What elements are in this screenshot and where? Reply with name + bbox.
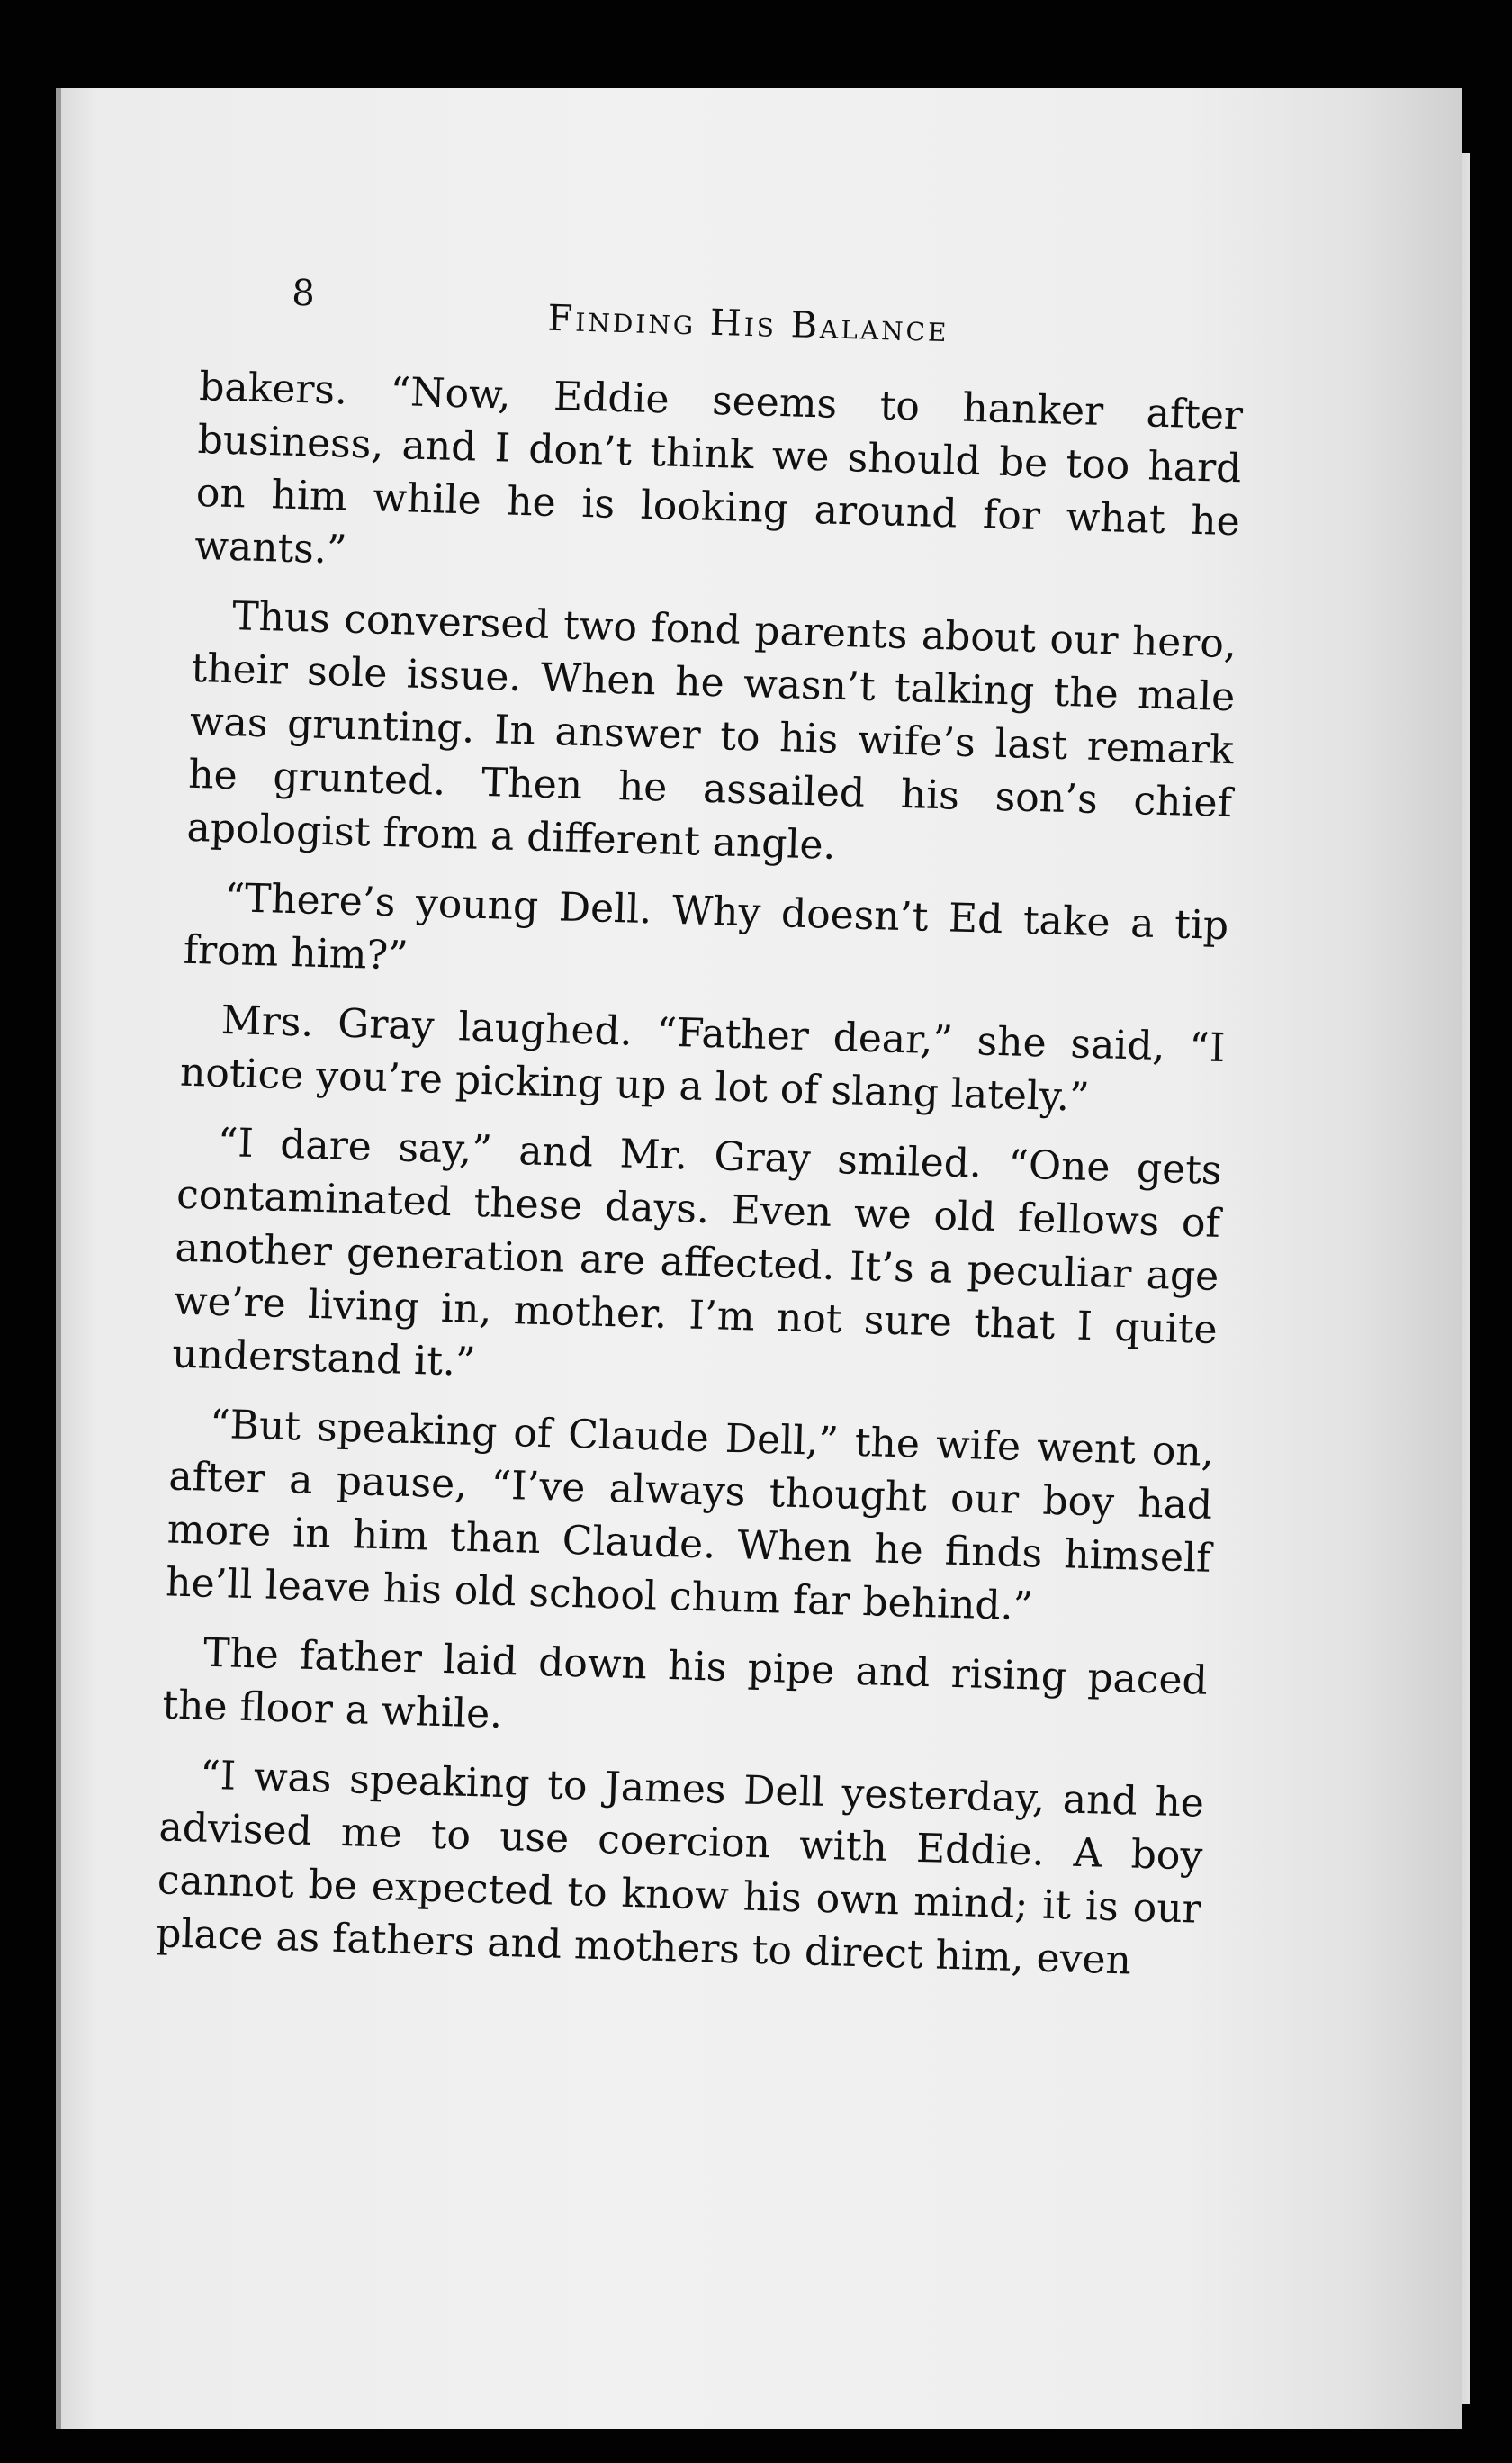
paragraph: Thus conversed two fond parents about our hero, their sole issue. When he wasn’t talking the male was grunting. In answer to his wife’s last remark he grunted. Then he assailed his son’s chief apologist from a different angle. [185, 593, 1238, 869]
paragraph: “I was speaking to James Dell yesterday, and he advised me to use coercion with Eddie. A boy cannot be expected to know his own mind; it is our place as fathers and mothers to direct him, even [155, 1752, 1205, 1984]
paragraph: bakers. “Now, Eddie seems to hanker after business, and I don’t think we should be too hard on him while he is looking around for what he wants.” [194, 363, 1244, 573]
paragraph: “There’s young Dell. Why doesn’t Ed take a tip from him?” [183, 874, 1229, 979]
paragraph: “I dare say,” and Mr. Gray smiled. “One gets contaminated these days. Even we old fellows of another generation are affected. It’s a peculiar age we’re living in, mother. I’m not sure that I quite understand it.” [171, 1119, 1223, 1385]
page-content [155, 270, 1246, 2006]
running-title: Finding His Balance [547, 297, 950, 351]
paragraph: The father laid down his pipe and rising paced the floor a while. [161, 1629, 1209, 1737]
page-number: 8 [291, 272, 316, 315]
paragraph: Mrs. Gray laughed. “Father dear,” she said, “I notice you’re picking up a lot of slang lately.” [179, 997, 1227, 1121]
body-text [156, 360, 1244, 1989]
paragraph: “But speaking of Claude Dell,” the wife went on, after a pause, “I’ve always thought our boy had more in him than Claude. When he finds himself he’ll leave his old school chum far behind.” [165, 1401, 1215, 1630]
